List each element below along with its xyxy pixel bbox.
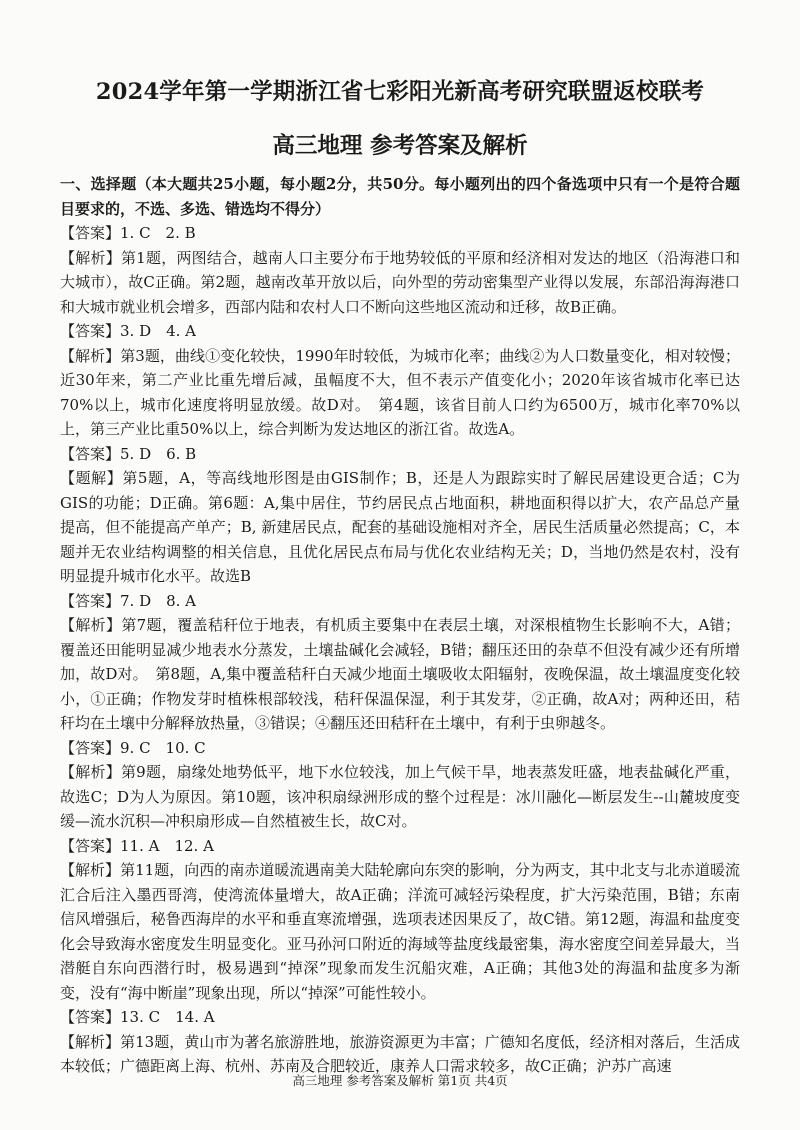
explanation-text: 【解析】第9题，扇缘处地势低平，地下水位较浅，加上气候干旱，地表蒸发旺盛，地表盐碱化严重，故选C；D为人为原因。第10题，该冲积扇绿洲形成的整个过程是：冰川融化—断层发生--山麓坡度变缓—流水沉积—冲积扇形成—自然植被生长，故C对。 xyxy=(60,763,740,830)
answer-block xyxy=(60,221,740,319)
answer-block xyxy=(60,1005,740,1079)
answer-line: 【答案】9. C 10. C xyxy=(60,738,206,757)
answer-block xyxy=(60,834,740,1006)
answer-block xyxy=(60,589,740,736)
answer-line: 【答案】1. C 2. B xyxy=(60,224,196,242)
explanation-text: 【题解】第5题，A，等高线地形图是由GIS制作；B，还是人为跟踪实时了解民居建设更合适；C为GIS的功能；D正确。第6题：A,集中居住，节约居民点占地面积，耕地面积得以扩大，农产品总产量提高，但不能提高产单产；B, 新建居民点，配套的基础设施相对齐全，居民生活质量必然提高；C，本题并无农业结构调整的相关信息，且优化居民点布局与优化农业结构无关；D，当地仍然是农村，没有明显提升城市化水平。故选B xyxy=(60,469,740,585)
answer-line: 【答案】11. A 12. A xyxy=(60,836,214,855)
page-footer: 高三地理 参考答案及解析 第1页 共4页 xyxy=(292,1073,508,1088)
explanation-text: 【解析】第3题，曲线①变化较快，1990年时较低，为城市化率；曲线②为人口数量变化，相对较慢；近30年来，第二产业比重先增后减，虽幅度不大，但不表示产值变化小；2020年该省城市化率已达70%以上，城市化速度将明显放缓。故D对。 第4题，该省目前人口约为6500万，城市化率70%以上，第三产业比重50%以上，综合判断为发达地区的浙江省。故选A。 xyxy=(60,346,740,438)
explanation-text: 【解析】第11题，向西的南赤道暖流遇南美大陆轮廓向东突的影响，分为两支，其中北支与北赤道暖流汇合后注入墨西哥湾，使湾流体量增大，故A正确；洋流可减轻污染程度，扩大污染范围，B错；东南信风增强后，秘鲁西海岸的水平和垂直寒流增强，选项表述因果反了，故C错。第12题，海温和盐度变化会导致海水密度发生明显变化。亚马孙河口附近的海域等盐度线最密集，海水密度空间差异最大，当潜艇自东向西潜行时，极易遇到“掉深”现象而发生沉船灾难，A正确；其他3处的海温和盐度多为渐变，没有“海中断崖”现象出现，所以“掉深”可能性较小。 xyxy=(60,861,740,1002)
answer-block xyxy=(60,442,740,589)
explanation-text: 【解析】第7题，覆盖秸秆位于地表，有机质主要集中在表层土壤，对深根植物生长影响不大，A错；覆盖还田能明显减少地表水分蒸发，土壤盐碱化会减轻，B错；翻压还田的杂草不但没有减少还有所增加，故D对。 第8题，A,集中覆盖秸秆白天减少地面土壤吸收太阳辐射，夜晚保温，故土壤温度变化较小，①正确；作物发芽时植株根部较浅，秸秆保温保湿，利于其发芽，②正确，故A对；两种还田，秸秆均在土壤中分解释放热量，③错误；④翻压还田秸秆在土壤中，有利于虫卵越冬。 xyxy=(60,616,740,732)
answer-line: 【答案】3. D 4. A xyxy=(60,322,197,340)
exam-title: 2024学年第一学期浙江省七彩阳光新高考研究联盟返校联考 xyxy=(95,79,705,105)
explanation-text: 【解析】第1题，两图结合，越南人口主要分布于地势较低的平原和经济相对发达的地区（沿海港口和大城市），故C正确。第2题，越南改革开放以后，向外型的劳动密集型产业得以发展，东部沿海海港口和大城市就业机会增多，西部内陆和农村人口不断向这些地区流动和迁移，故B正确。 xyxy=(60,248,740,316)
section-heading: 一、选择题（本大题共25小题，每小题2分，共50分。每小题列出的四个备选项中只有一个是符合题目要求的，不选、多选、错选均不得分） xyxy=(60,175,740,218)
answer-line: 【答案】13. C 14. A xyxy=(60,1008,215,1026)
answer-block xyxy=(60,319,740,442)
exam-subtitle: 高三地理 参考答案及解析 xyxy=(272,133,528,159)
answer-line: 【答案】5. D 6. B xyxy=(60,444,197,463)
explanation-text: 【解析】第13题，黄山市为著名旅游胜地，旅游资源更为丰富；广德知名度低，经济相对落后，生活成本较低；广德距离上海、杭州、苏南及合肥较近，康养人口需求较多，故C正确；沪苏广高速 xyxy=(60,1032,740,1075)
answer-line: 【答案】7. D 8. A xyxy=(60,591,197,610)
answer-block xyxy=(60,736,740,834)
